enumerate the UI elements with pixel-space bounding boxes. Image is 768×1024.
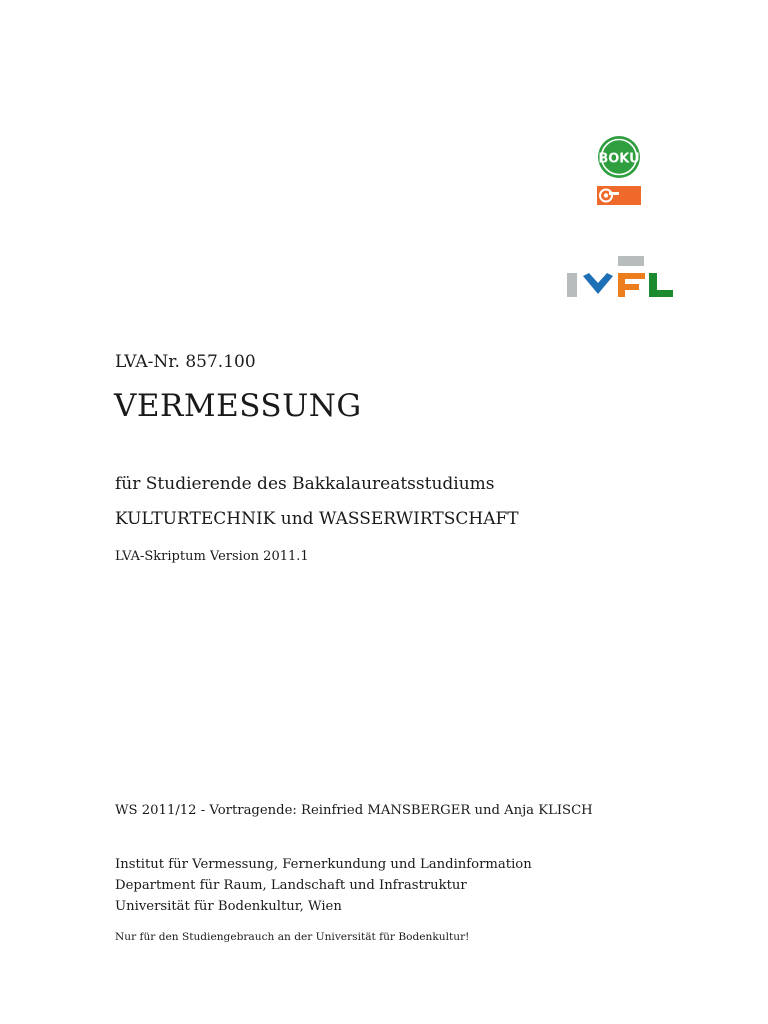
script-version: LVA-Skriptum Version 2011.1 bbox=[115, 549, 309, 564]
department-line: Department für Raum, Landschaft und Infrastruktur bbox=[115, 878, 467, 893]
audience-line: für Studierende des Bakkalaureatsstudiums bbox=[115, 474, 495, 494]
ivfl-logo bbox=[565, 254, 675, 300]
institute-line: Institut für Vermessung, Fernerkundung und Landinformation bbox=[115, 857, 532, 872]
boku-logo bbox=[594, 134, 644, 206]
usage-note: Nur für den Studiengebrauch an der Universität für Bodenkultur! bbox=[115, 931, 470, 943]
university-line: Universität für Bodenkultur, Wien bbox=[115, 899, 342, 914]
program-name: KULTURTECHNIK und WASSERWIRTSCHAFT bbox=[115, 509, 519, 529]
semester-lecturers: WS 2011/12 - Vortragende: Reinfried MANSBERGER und Anja KLISCH bbox=[115, 803, 593, 818]
svg-text:BOKU: BOKU bbox=[598, 151, 640, 167]
lva-number: LVA-Nr. 857.100 bbox=[115, 352, 256, 372]
document-title: VERMESSUNG bbox=[114, 388, 362, 424]
